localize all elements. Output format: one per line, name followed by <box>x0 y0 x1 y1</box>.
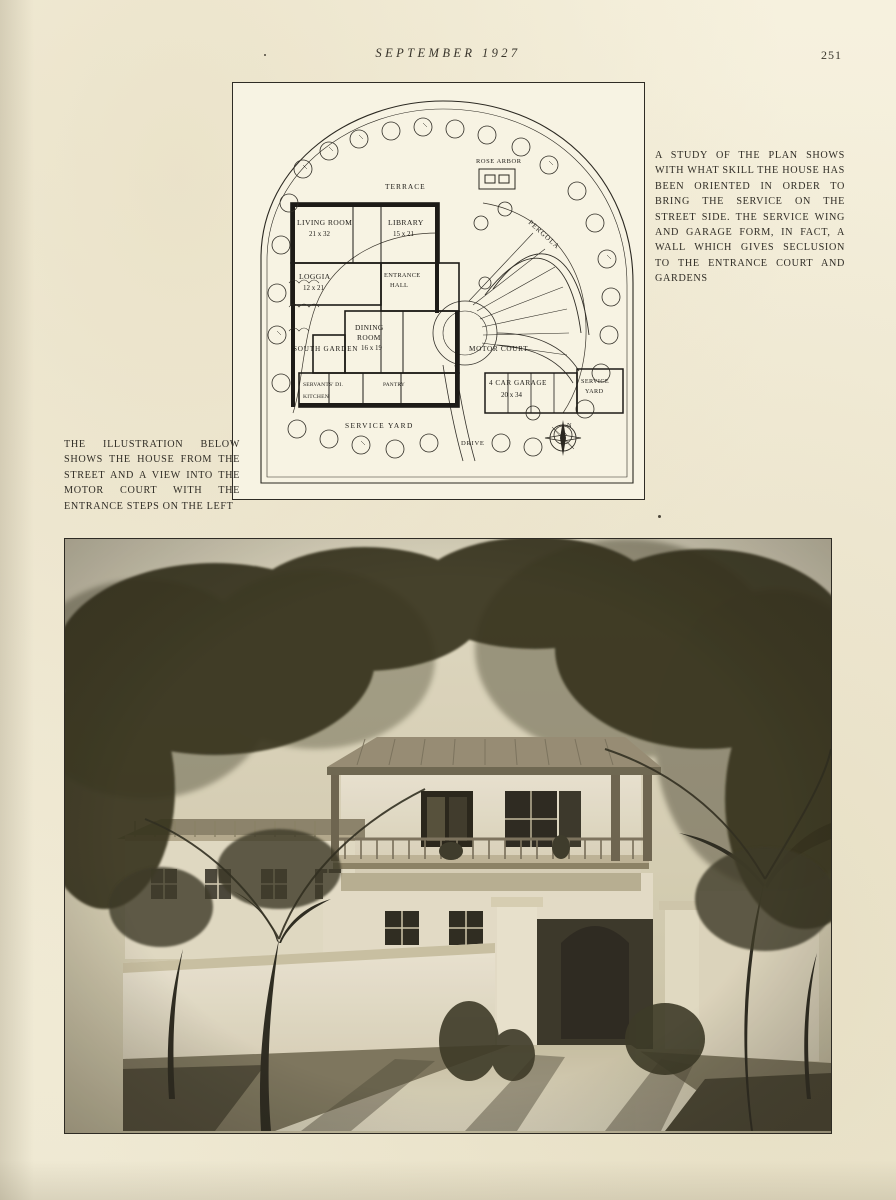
plan-label-rose-arbor: ROSE ARBOR <box>476 158 522 165</box>
plan-label-dining-room-2: ROOM <box>357 333 381 342</box>
plan-label-drive: DRIVE <box>461 440 485 447</box>
page-edge-shading-left <box>0 0 34 1200</box>
plan-label-compass-n: N <box>567 422 572 429</box>
plan-label-service-yard-2: SERVICE <box>581 378 610 385</box>
photograph-image <box>65 539 831 1133</box>
plan-label-loggia-dims: 12 x 21 <box>303 284 324 292</box>
plan-label-garage: 4 CAR GARAGE <box>489 379 547 387</box>
plan-label-pergola: PERGOLA <box>526 218 562 251</box>
plan-label-entrance: ENTRANCE <box>384 272 421 279</box>
page-edge-shading-bottom <box>0 1160 896 1200</box>
site-plan-figure <box>232 82 645 500</box>
plan-label-garage-dims: 20 x 34 <box>501 391 522 399</box>
caption-left: THE ILLUSTRATION BELOW SHOWS THE HOUSE FROM THE STREET AND A VIEW INTO THE MOTOR COURT WITH THE ENTRANCE STEPS ON THE LEFT <box>64 439 240 512</box>
plan-label-living-room-dims: 21 x 32 <box>309 230 330 238</box>
plan-label-hall: HALL <box>390 282 409 289</box>
plan-label-kitchen: KITCHEN <box>303 394 329 400</box>
plan-label-pantry: PANTRY <box>383 382 405 388</box>
plan-label-service-yard: SERVICE YARD <box>345 421 414 430</box>
site-plan-svg <box>233 83 643 498</box>
plan-label-dining-dims: 16 x 19 <box>361 344 382 352</box>
plan-label-terrace: TERRACE <box>385 182 426 191</box>
plan-label-loggia: LOGGIA <box>299 272 331 281</box>
plan-label-south-garden: SOUTH GARDEN <box>293 345 359 353</box>
page-number: 251 <box>821 48 842 62</box>
plan-label-library-dims: 15 x 21 <box>393 230 414 238</box>
plan-label-living-room: LIVING ROOM <box>297 218 353 227</box>
site-plan-drawing <box>233 83 644 499</box>
plan-label-library: LIBRARY <box>388 218 424 227</box>
running-head: SEPTEMBER 1927 <box>375 46 521 60</box>
decorative-dot-lower <box>658 515 661 518</box>
caption-right: A STUDY OF THE PLAN SHOWS WITH WHAT SKILL THE HOUSE HAS BEEN ORIENTED IN ORDER TO BRING THE SERVICE ON THE STREET SIDE. THE SERVICE WING AND GARAGE FORM, IN FACT, A WALL WHICH GIVES SECLUSION TO THE ENTRANCE COURT AND GARDENS <box>655 150 845 285</box>
plan-label-motor-court: MOTOR COURT <box>469 345 529 353</box>
plan-label-service-yard-2b: YARD <box>585 388 604 395</box>
plan-label-servants-dining: SERVANTS' DI. <box>303 382 344 388</box>
plan-label-dining-room: DINING <box>355 323 384 332</box>
photograph-figure <box>64 538 832 1134</box>
